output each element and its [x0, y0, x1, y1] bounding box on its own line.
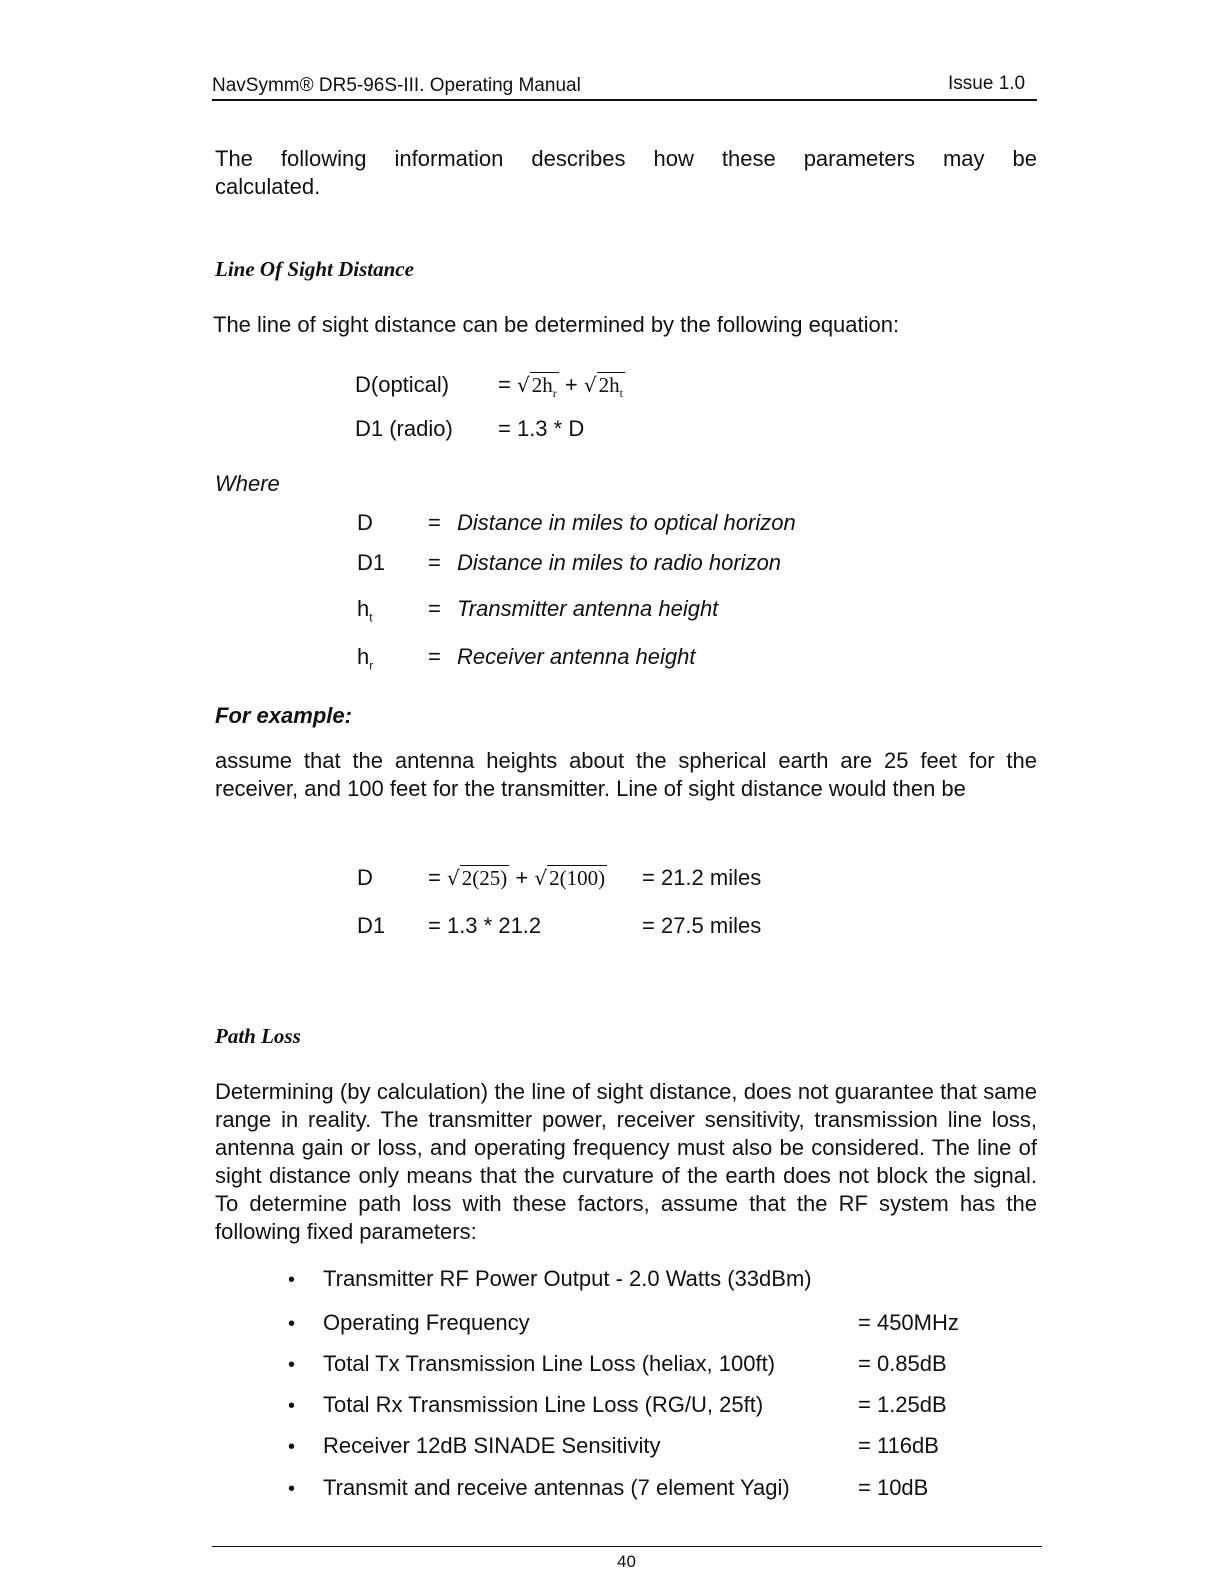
eq1-sub-a: r: [552, 386, 557, 401]
list-item: Receiver 12dB SINADE Sensitivity: [323, 1433, 661, 1458]
sqrt-symbol: √: [446, 866, 460, 890]
equation-optical: [355, 372, 449, 398]
def-desc: Transmitter antenna height: [457, 596, 719, 621]
def-symbol: D1: [357, 550, 386, 575]
eq1-sub-b: t: [619, 386, 623, 401]
ex1-expr: [428, 865, 607, 891]
list-item: Transmit and receive antennas (7 element Yagi): [323, 1475, 790, 1500]
sqrt-2hr: [517, 372, 559, 401]
header-issue: Issue 1.0: [948, 73, 1026, 94]
eq1-label: D(optical): [355, 372, 450, 397]
page-number: 40: [617, 1552, 636, 1571]
sqrt-2ht: [584, 372, 625, 401]
los-lead: The line of sight distance can be determined by the following equation:: [213, 312, 900, 337]
sqrt-symbol: √: [516, 373, 530, 397]
ex1-label: D: [357, 865, 373, 890]
def-desc: Receiver antenna height: [457, 644, 696, 669]
bullet-icon: •: [288, 1354, 296, 1376]
intro-paragraph: The following information describes how these parameters may be calculated.: [215, 146, 1037, 199]
list-item-value: = 1.25dB: [858, 1392, 947, 1417]
header-rule: [212, 99, 1037, 101]
footer-rule: [212, 1546, 1042, 1547]
def-symbol: $h_t$: [357, 596, 373, 625]
def-desc: Distance in miles to optical horizon: [457, 510, 796, 535]
def-symbol: D: [357, 510, 373, 535]
list-item-value: = 10dB: [858, 1475, 929, 1500]
ex2-expr: = 1.3 * 21.2: [428, 913, 542, 938]
section-heading-los: Line Of Sight Distance: [215, 257, 414, 281]
list-item-value: = 116dB: [858, 1433, 939, 1458]
section-heading-pathloss: Path Loss: [215, 1024, 301, 1048]
def-equals: =: [428, 644, 441, 669]
sqrt-symbol: √: [534, 866, 548, 890]
bullet-icon: •: [288, 1436, 296, 1458]
ex1-term-a: 2(25): [461, 866, 508, 890]
list-item: Transmitter RF Power Output - 2.0 Watts (33dBm): [323, 1266, 812, 1291]
ex1-equals: =: [428, 865, 441, 890]
eq1-term-b: 2h: [598, 373, 620, 397]
bullet-icon: •: [288, 1269, 296, 1291]
ex1-term-b: 2(100): [549, 866, 606, 890]
def-equals: =: [428, 596, 441, 621]
header-title: NavSymm® DR5-96S-III. Operating Manual: [212, 75, 581, 96]
example-heading: For example:: [215, 703, 352, 728]
bullet-icon: •: [288, 1313, 296, 1335]
pathloss-paragraph: Determining (by calculation) the line of sight distance, does not guarantee that same range in reality. The transmitter power, receiver sensitivity, transmission line loss, antenna gain or loss, and operating frequency must also be considered. The line of sight distance only means that the curvature of the earth does not block the signal. To determine path loss with these factors, assume that the RF system has the following fixed parameters:: [215, 1079, 1037, 1244]
def-equals: =: [428, 550, 441, 575]
def-equals: =: [428, 510, 441, 535]
list-item: Operating Frequency: [323, 1310, 530, 1335]
def-symbol: $h_r$: [357, 644, 374, 673]
example-paragraph: assume that the antenna heights about the spherical earth are 25 feet for the receiver, and 100 feet for the transmitter. Line of sight distance would then be: [215, 748, 1037, 801]
equation-optical-rhs: [498, 372, 625, 401]
list-item: Total Rx Transmission Line Loss (RG/U, 25ft): [323, 1392, 764, 1417]
eq1-term-a: 2h: [531, 373, 553, 397]
ex2-label: D1: [357, 913, 386, 938]
bullet-icon: •: [288, 1395, 296, 1417]
where-label: Where: [215, 471, 280, 496]
def-desc: Distance in miles to radio horizon: [457, 550, 782, 575]
list-item: Total Tx Transmission Line Loss (heliax, 100ft): [323, 1351, 776, 1376]
list-item-value: = 450MHz: [858, 1310, 959, 1335]
eq1-equals: =: [498, 372, 511, 397]
ex2-result: = 27.5 miles: [642, 913, 762, 938]
eq1-plus: +: [564, 372, 578, 397]
sqrt-2-100: [534, 865, 607, 891]
ex1-plus: +: [515, 865, 529, 890]
sqrt-symbol: √: [583, 373, 597, 397]
bullet-icon: •: [288, 1478, 296, 1500]
eq2-label: D1 (radio): [355, 416, 453, 441]
list-item-value: = 0.85dB: [858, 1351, 947, 1376]
sqrt-2-25: [447, 865, 509, 891]
eq2-value: = 1.3 * D: [498, 416, 585, 441]
ex1-result: = 21.2 miles: [642, 865, 762, 890]
